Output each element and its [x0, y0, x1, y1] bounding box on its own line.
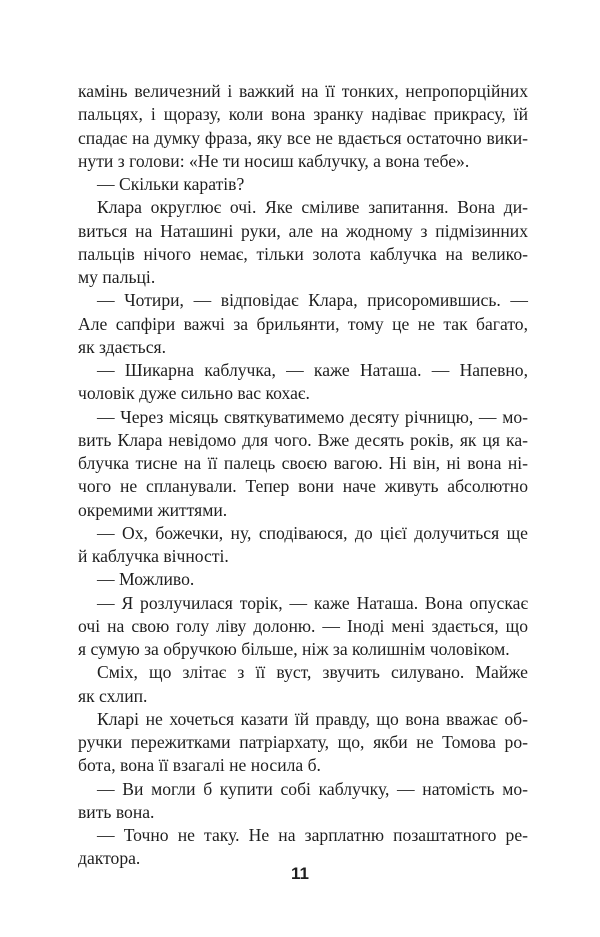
- text-line: як здається.: [78, 336, 166, 357]
- text-line: — Точно не таку. Не на зарплатню позаштатного ре-: [97, 825, 528, 845]
- text-line: виться на Наташині руки, але на жодному з підмізинних: [78, 220, 528, 241]
- paragraph: [78, 661, 528, 708]
- text-line: чоловік дуже сильно вас кохає.: [78, 383, 310, 404]
- text-line: — Ох, божечки, ну, сподіваюся, до цієї долучиться ще: [97, 522, 528, 543]
- text-line: ручки пережитками патріархату, що, якби не Томова ро-: [78, 732, 528, 752]
- text-line: пальців нічого немає, тільки золота каблучка на велико-: [78, 243, 528, 264]
- paragraph: [78, 778, 528, 825]
- text-line: вить вона.: [78, 801, 155, 822]
- text-line: камінь величезний і важкий на її тонких, непропорційних: [78, 81, 528, 101]
- paragraph: [78, 592, 528, 662]
- text-line: вить Клара невідомо для чого. Вже десять років, як ця ка-: [78, 429, 528, 450]
- text-line: Але сапфіри важчі за брильянти, тому це не так багато,: [78, 313, 528, 334]
- text-line: — Ви могли б купити собі каблучку, — натомість мо-: [97, 778, 528, 799]
- text-line: окремими життями.: [78, 499, 228, 520]
- text-line: очі на свою голу ліву долоню. — Іноді мені здається, що: [78, 615, 528, 636]
- text-line: чого не спланували. Тепер вони наче живуть абсолютно: [78, 476, 528, 497]
- text-line: як схлип.: [78, 685, 148, 706]
- text-line: му пальці.: [78, 267, 156, 287]
- text-line: й каблучка вічності.: [78, 546, 229, 566]
- text-line: — Можливо.: [97, 569, 195, 590]
- text-line: Клара округлює очі. Яке сміливе запитання. Вона ди-: [97, 197, 528, 218]
- text-line: — Шикарна каблучка, — каже Наташа. — Напевно,: [97, 360, 528, 380]
- paragraph: [78, 196, 528, 289]
- paragraph: [78, 522, 528, 569]
- book-page-text: [78, 80, 528, 871]
- text-line: дактора.: [78, 848, 141, 869]
- text-line: пальцях, і щоразу, коли вона зранку надіває прикрасу, їй: [78, 104, 528, 125]
- text-line: — Я розлучилася торік, — каже Наташа. Вона опускає: [97, 592, 528, 613]
- text-line: — Через місяць святкуватимемо десяту річницю, — мо-: [97, 406, 528, 427]
- paragraph: [78, 80, 528, 173]
- text-line: нути з голови: «Не ти носиш каблучку, а вона тебе».: [78, 150, 470, 171]
- text-line: я сумую за обручкою більше, ніж за колишнім чоловіком.: [78, 639, 510, 659]
- paragraph: [78, 173, 528, 196]
- text-line: Сміх, що злітає з її вуст, звучить силувано. Майже: [97, 662, 528, 683]
- paragraph: [78, 406, 528, 522]
- text-line: блучка тисне на її палець своєю вагою. Ні він, ні вона ні-: [78, 453, 528, 473]
- text-line: — Скільки каратів?: [97, 174, 245, 194]
- paragraph: [78, 289, 528, 359]
- text-line: спадає на думку фраза, яку все не вдається остаточно вики-: [78, 127, 528, 148]
- paragraph: [78, 568, 528, 591]
- page-number: 11: [291, 864, 309, 883]
- text-line: бота, вона її взагалі не носила б.: [78, 755, 321, 776]
- paragraph: [78, 359, 528, 406]
- text-line: Кларі не хочеться казати їй правду, що вона вважає об-: [97, 708, 528, 729]
- text-line: — Чотири, — відповідає Клара, присоромившись. —: [97, 290, 528, 311]
- paragraph: [78, 708, 528, 778]
